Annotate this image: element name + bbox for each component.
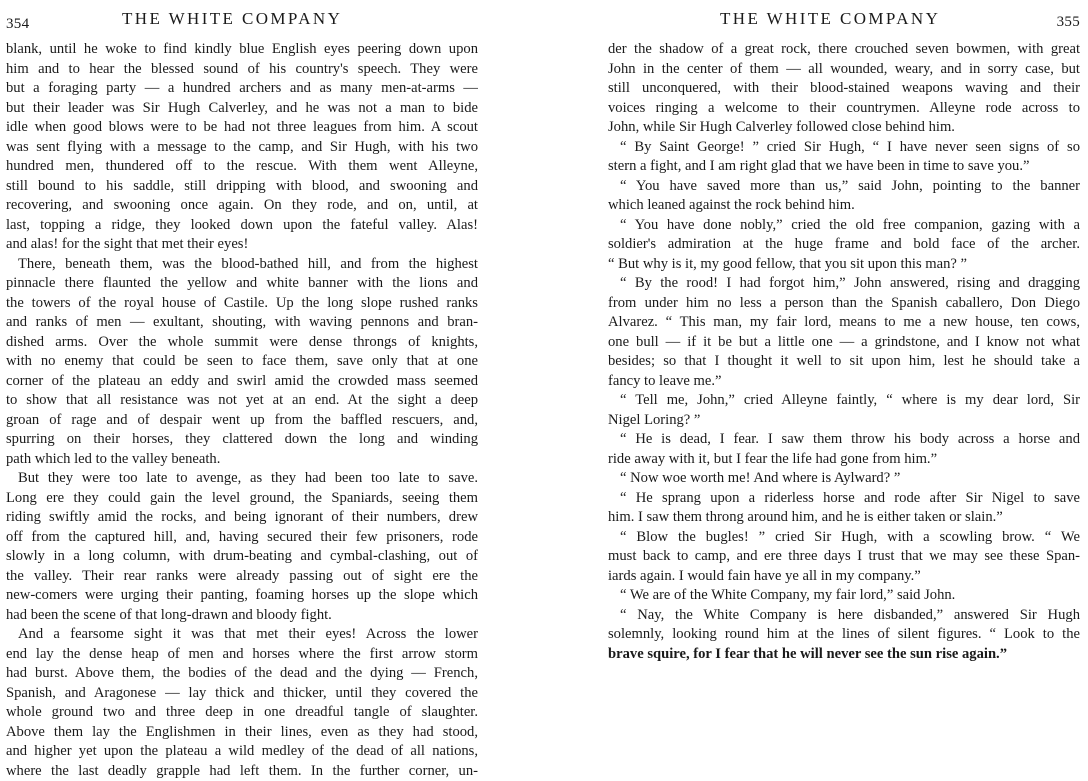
text-line: new-comers were urging their panting, foaming horses up the slope which — [6, 586, 478, 606]
right-running-head — [608, 8, 1080, 36]
text-line: ride away with it, but I fear the life had gone from him.” — [608, 450, 1080, 470]
text-line: “ Now woe worth me! And where is Aylward? ” — [608, 469, 1080, 489]
text-line: There, beneath them, was the blood-bathed hill, and from the highest — [6, 255, 478, 275]
text-line: spurring on their horses, they clattered down the long and winding — [6, 430, 478, 450]
text-line: brave squire, for I fear that he will never see the sun rise again.” — [608, 645, 1080, 665]
text-line: whole ground two and three deep in one dreadful tangle of slaughter. — [6, 703, 478, 723]
text-line: besides; so that I thought it well to sit upon him, lest he should take a — [608, 352, 1080, 372]
text-line: “ He is dead, I fear. I saw them throw his body across a horse and — [608, 430, 1080, 450]
text-line: but a foraging party — a hundred archers and as many men-at-arms — — [6, 79, 478, 99]
text-line: to show that all resistance was not yet at an end. At the sight a deep — [6, 391, 478, 411]
text-line: which leaned against the rock behind him. — [608, 196, 1080, 216]
text-line: “ By Saint George! ” cried Sir Hugh, “ I have never seen signs of so — [608, 138, 1080, 158]
text-line: Above them lay the Englishmen in their lines, even as they had stood, — [6, 723, 478, 743]
text-line: “ He sprang upon a riderless horse and rode after Sir Nigel to save — [608, 489, 1080, 509]
text-line: blank, until he woke to find kindly blue English eyes peering down upon — [6, 40, 478, 60]
text-line: “ Blow the bugles! ” cried Sir Hugh, with a scowling brow. “ We — [608, 528, 1080, 548]
text-line: dished arms. Over the whole summit were dense throngs of knights, — [6, 333, 478, 353]
text-line: fancy to leave me.” — [608, 372, 1080, 392]
text-line: But they were too late to avenge, as they had been too late to save. — [6, 469, 478, 489]
text-line: “ Nay, the White Company is here disbanded,” answered Sir Hugh — [608, 606, 1080, 626]
running-title: THE WHITE COMPANY — [720, 9, 940, 29]
text-line: with no enemy that could be seen to face them, save only that at one — [6, 352, 478, 372]
text-line: path which led to the valley beneath. — [6, 450, 478, 470]
text-line: Nigel Loring? ” — [608, 411, 1080, 431]
text-line: still unconquered, with their blood-stained weapons waving and their — [608, 79, 1080, 99]
text-line: John, while Sir Hugh Calverley followed close behind him. — [608, 118, 1080, 138]
text-line: “ You have saved more than us,” said John, pointing to the banner — [608, 177, 1080, 197]
text-line: and alas! for the sight that met their eyes! — [6, 235, 478, 255]
text-line: must back to camp, and ere three days I trust that we may see these Span- — [608, 547, 1080, 567]
text-line: him. I saw them throng around him, and he is either taken or slain.” — [608, 508, 1080, 528]
text-line: idle when good blows were to be had not three leagues from him. A scout — [6, 118, 478, 138]
text-line: last, topping a ridge, they looked down upon the fateful valley. Alas! — [6, 216, 478, 236]
text-line: him and to hear the blessed sound of his country's speech. They were — [6, 60, 478, 80]
text-line: one bull — if it be but a little one — a grindstone, and I know not what — [608, 333, 1080, 353]
text-line: corner of the plateau an eddy and swirl amid the crowded mass seemed — [6, 372, 478, 392]
text-line: from under him no less a person than the Spanish caballero, Don Diego — [608, 294, 1080, 314]
text-line: And a fearsome sight it was that met their eyes! Across the lower — [6, 625, 478, 645]
text-line: had burst. Above them, the bodies of the dead and the dying — French, — [6, 664, 478, 684]
text-line: Alvarez. “ This man, my fair lord, means to me a new house, ten cows, — [608, 313, 1080, 333]
right-page-body — [608, 40, 1080, 664]
text-line: “ You have done nobly,” cried the old free companion, gazing with a — [608, 216, 1080, 236]
running-title: THE WHITE COMPANY — [122, 9, 342, 29]
text-line: slowly in a long column, with drum-beating and cymbal-clashing, out of — [6, 547, 478, 567]
text-line: end lay the dense heap of men and horses where the first arrow storm — [6, 645, 478, 665]
text-line: recovering, and swooning once again. On they rode, and on, until, at — [6, 196, 478, 216]
text-line: Spanish, and Aragonese — lay thick and thicker, until they covered the — [6, 684, 478, 704]
text-line: off from the captured hill, and, having secured their few prisoners, rode — [6, 528, 478, 548]
text-line: “ By the rood! I had forgot him,” John answered, rising and dragging — [608, 274, 1080, 294]
page-number: 354 — [6, 16, 29, 33]
text-line: John in the center of them — all wounded, weary, and in sorry case, but — [608, 60, 1080, 80]
text-line: “ Tell me, John,” cried Alleyne faintly, “ where is my dear lord, Sir — [608, 391, 1080, 411]
page-number: 355 — [1057, 14, 1080, 31]
text-line: iards again. I would fain have ye all in my company.” — [608, 567, 1080, 587]
left-page — [6, 8, 478, 781]
text-line: groan of rage and of despair went up from the baffled rescuers, and, — [6, 411, 478, 431]
text-line: pinnacle there flaunted the yellow and white banner with the lions and — [6, 274, 478, 294]
text-line: had been the scene of that long-drawn and bloody fight. — [6, 606, 478, 626]
text-line: but their leader was Sir Hugh Calverley, and he was not a man to bide — [6, 99, 478, 119]
text-line: still bound to his saddle, still dripping with blood, and swooning and — [6, 177, 478, 197]
right-page — [608, 8, 1080, 664]
text-line: the towers of the royal house of Castile. Up the long slope rushed ranks — [6, 294, 478, 314]
text-line: stern a fight, and I am right glad that we have been in time to save you.” — [608, 157, 1080, 177]
text-line: and higher yet upon the plateau a wild medley of the dead of all nations, — [6, 742, 478, 762]
text-line: and ranks of men — exultant, shouting, with waving pennons and bran- — [6, 313, 478, 333]
text-line: der the shadow of a great rock, there crouched seven bowmen, with great — [608, 40, 1080, 60]
text-line: Long ere they could gain the level ground, the Spaniards, seeing them — [6, 489, 478, 509]
left-running-head — [6, 8, 478, 36]
text-line: hundred men, thundered off to the rescue. With them went Alleyne, — [6, 157, 478, 177]
text-line: soldier's admiration at the huge frame and bold face of the archer. — [608, 235, 1080, 255]
text-line: the valley. Their rear ranks were already passing out of sight ere the — [6, 567, 478, 587]
text-line: was sent flying with a message to the camp, and Sir Hugh, with his two — [6, 138, 478, 158]
left-page-body — [6, 40, 478, 781]
text-line: where the last deadly grapple had left them. In the further corner, un- — [6, 762, 478, 781]
text-line: “ But why is it, my good fellow, that you sit upon this man? ” — [608, 255, 1080, 275]
text-line: riding swiftly amid the rocks, and being ignorant of their numbers, drew — [6, 508, 478, 528]
text-line: “ We are of the White Company, my fair lord,” said John. — [608, 586, 1080, 606]
text-line: voices ringing a welcome to their countrymen. Alleyne rode across to — [608, 99, 1080, 119]
text-line: solemnly, looking round him at the lines of silent figures. “ Look to the — [608, 625, 1080, 645]
